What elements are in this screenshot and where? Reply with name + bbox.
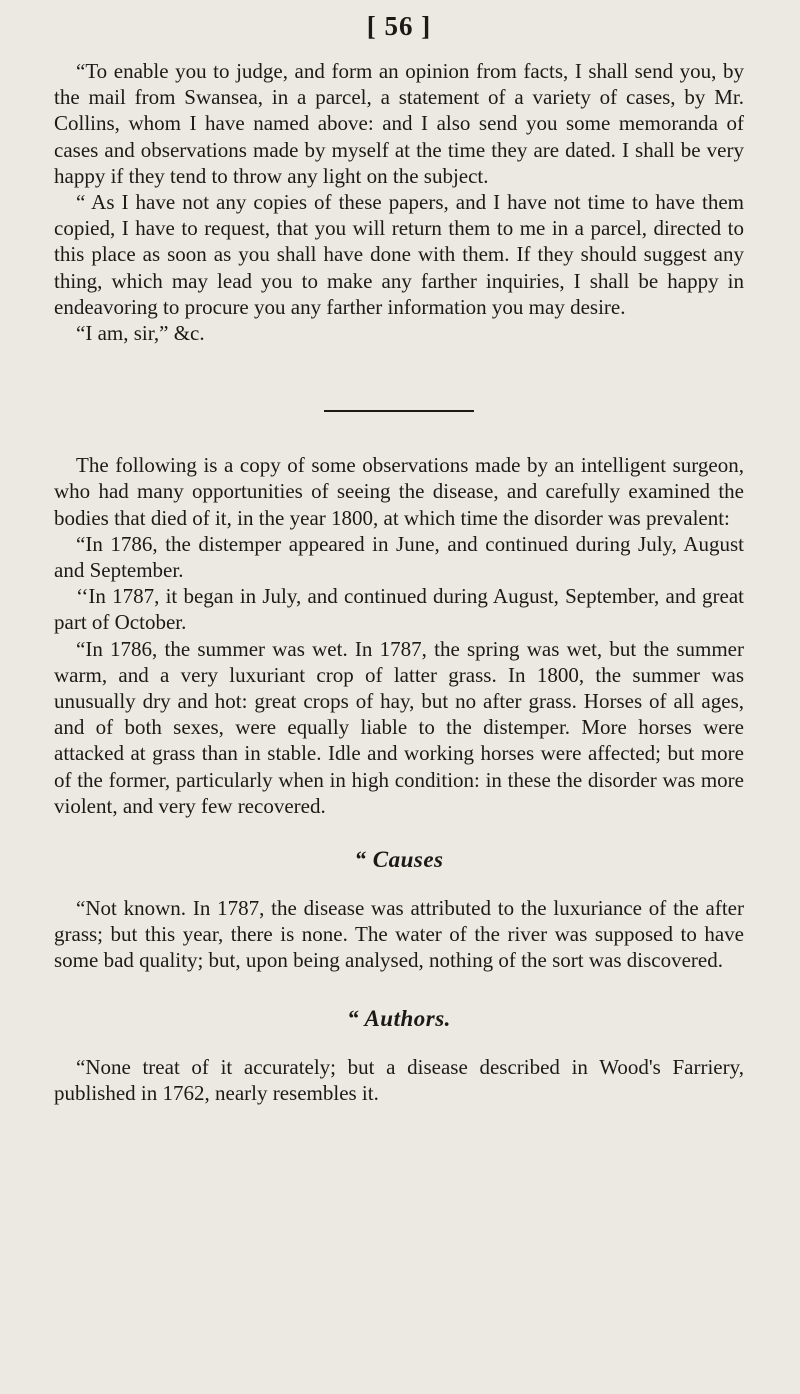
authors-paragraph: “None treat of it accurately; but a disease described in Wood's Farriery, published in 1762, nearly resembles it.: [54, 1054, 744, 1105]
authors-heading: “ Authors.: [347, 1005, 451, 1031]
observations-paragraph: The following is a copy of some observations made by an intelligent surgeon, who had many opportunities of seeing the disease, and carefully examined the bodies that died of it, in the year 1800, at which time the disorder was prevalent:: [54, 453, 744, 530]
letter-text: [54, 58, 744, 346]
authors-text: [54, 1054, 744, 1106]
page-number: [ 56 ]: [366, 11, 432, 41]
observations-paragraph: “In 1786, the summer was wet. In 1787, the spring was wet, but the summer warm, and a very luxuriant crop of latter grass. In 1800, the summer was unusually dry and hot: great crops of hay, but no after grass. Horses of all ages, and of both sexes, were equally liable to the distemper. More horses were attacked at grass than in stable. Idle and working horses were affected; but more of the former, particularly when in high condition: in these the disorder was more violent, and very few recovered.: [54, 636, 744, 818]
section-divider: [324, 410, 474, 412]
letter-signature: “I am, sir,” &c.: [76, 321, 205, 346]
causes-paragraph: “Not known. In 1787, the disease was attributed to the luxuriance of the after grass; but this year, there is none. The water of the river was supposed to have some bad quality; but, upon being analysed, nothing of the sort was discovered.: [54, 896, 744, 973]
observations-paragraph: “In 1786, the distemper appeared in June, and continued during July, August and September.: [54, 531, 744, 583]
letter-paragraph: “ As I have not any copies of these papers, and I have not time to have them copied, I have to request, that you will return them to me in a parcel, directed to this place as soon as you shall have done with them. If they should suggest any thing, which may lead you to make any farther inquiries, I shall be happy in endeavoring to procure you any farther information you may desire.: [54, 190, 744, 319]
causes-text: [54, 895, 744, 974]
letter-paragraph: “To enable you to judge, and form an opinion from facts, I shall send you, by the mail from Swansea, in a parcel, a statement of a variety of cases, by Mr. Collins, whom I have named above: and I also send you some memoranda of cases and observations made by myself at the time they are dated. I shall be very happy if they tend to throw any light on the subject.: [54, 59, 744, 188]
causes-heading: “ Causes: [354, 847, 444, 873]
observations-text: [54, 452, 744, 819]
observations-paragraph: ‘‘In 1787, it began in July, and continued during August, September, and great part of October.: [54, 584, 744, 635]
